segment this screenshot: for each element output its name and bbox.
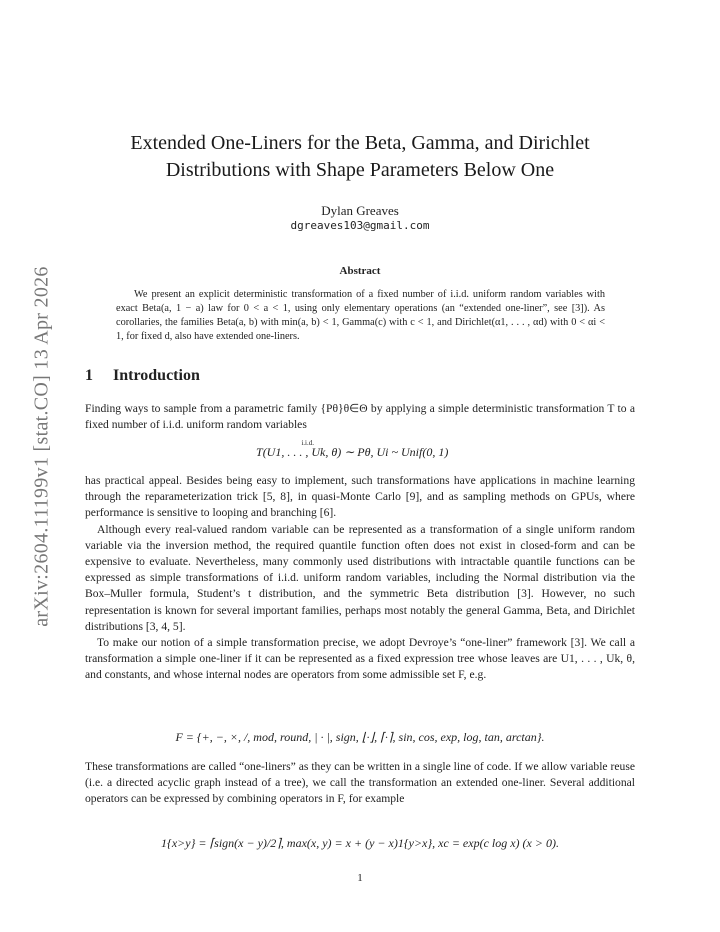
- title-line-2: Distributions with Shape Parameters Below One: [165, 159, 555, 181]
- arxiv-identifier: arXiv:2604.11199v1 [stat.CO] 13 Apr 2026: [30, 266, 53, 627]
- section-heading: [85, 367, 200, 385]
- abstract-heading: Abstract: [339, 265, 381, 277]
- equation-3: 1{x>y} = ⌈sign(x − y)/2⌉, max(x, y) = x + (y − x)1{y>x}, xc = exp(c log x) (x > 0).: [161, 836, 559, 850]
- paragraph-intro: [85, 401, 635, 433]
- paragraph-4: To make our notion of a simple transformation precise, we adopt Devroye’s “one-liner” framework [3]. We call a transformation a simple one-liner if it can be represented as a fixed expression tree whose leaves are U1, . . . , Uk, θ, and constants, and whose internal nodes are operators from some admissible set F, e.g.: [85, 636, 635, 682]
- abstract-text: We present an explicit deterministic transformation of a fixed number of i.i.d. uniform random variables with exact Beta(a, 1 − a) law for 0 < a < 1, using only elementary operations (an “extended one-liner”, see [3]). As corollaries, the families Beta(a, b) with min(a, b) < 1, Gamma(c) with c < 1, and Dirichlet(α1, . . . , αd) with 0 < αi < 1, for fixed d, also have extended one-liners.: [116, 289, 605, 342]
- section-number: 1: [85, 367, 93, 384]
- paragraph-2: has practical appeal. Besides being easy to implement, such transformations have applications in machine learning through the reparameterization trick [5, 8], in quasi-Monte Carlo [9], and as sampling methods on GPUs, where performance is sensitive to looping and branching [6].: [85, 474, 635, 520]
- paragraph-5: These transformations are called “one-liners” as they can be written in a single line of code. If we allow variable reuse (i.e. a directed acyclic graph instead of a tree), we call the transformation an extended one-liner. Several additional operators can be expressed by combining operators in F, for example: [85, 760, 635, 806]
- author-email: dgreaves103@gmail.com: [290, 219, 430, 232]
- equation-2: F = {+, −, ×, /, mod, round, | · |, sign, ⌊·⌋, ⌈·⌉, sin, cos, exp, log, tan, arctan}.: [175, 730, 545, 744]
- section-title: Introduction: [113, 367, 200, 384]
- paragraph-closing: [85, 759, 635, 808]
- page-number: 1: [357, 872, 363, 884]
- equation-1: [85, 439, 635, 460]
- abstract-body: [116, 288, 605, 344]
- author-name: Dylan Greaves: [321, 203, 399, 218]
- iid-label: i.i.d.: [301, 439, 314, 447]
- paragraph-body: [85, 473, 635, 684]
- paragraph-1: Finding ways to sample from a parametric family {Pθ}θ∈Θ by applying a simple deterministic transformation T to a fixed number of i.i.d. uniform random variables: [85, 402, 635, 432]
- arxiv-sidebar: [0, 250, 70, 650]
- paragraph-3: Although every real-valued random variable can be represented as a transformation of a single uniform random variable via the inversion method, the required quantile function often does not exist in closed-form and can be expensive to evaluate. Nevertheless, many commonly used distributions with intractable quantile functions can be expressed as simple transformations of i.i.d. uniform random variables, including the Normal distribution via the Box–Muller formula, Student’s t distribution, and the symmetric Beta distribution [3]. However, no such representation is known for several important families, perhaps most notably the general Gamma, Beta, and Dirichlet distributions [3, 4, 5].: [85, 522, 635, 633]
- paper-title: [80, 130, 640, 184]
- equation-1-text: T(U1, . . . , Uk, θ) ∼ Pθ, Ui ~ Unif(0, 1): [256, 445, 449, 459]
- title-line-1: Extended One-Liners for the Beta, Gamma, and Dirichlet: [130, 132, 590, 154]
